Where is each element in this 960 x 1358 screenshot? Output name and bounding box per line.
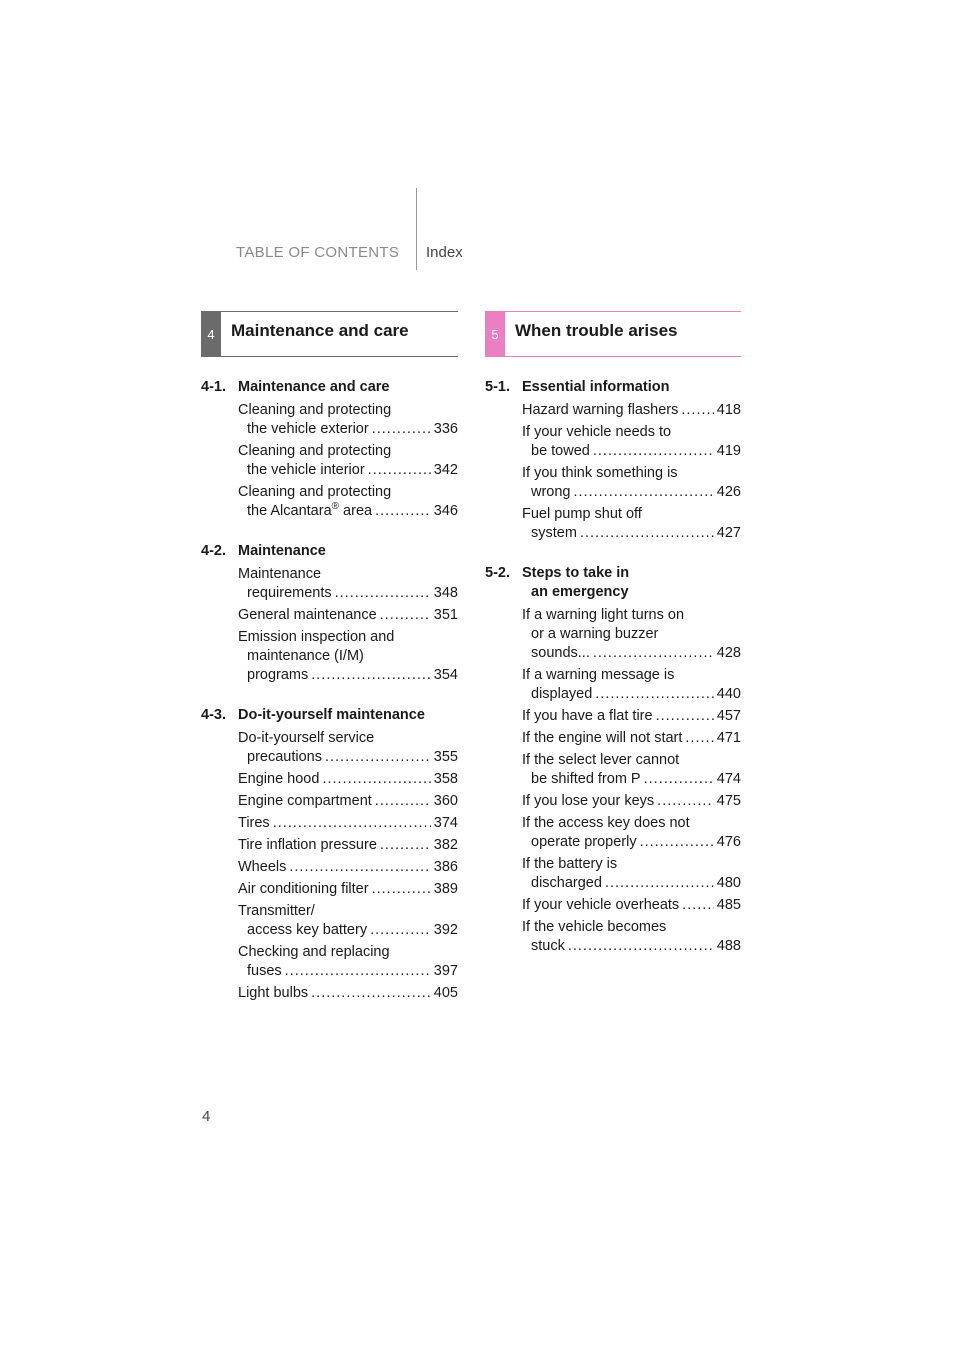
section-gap bbox=[201, 524, 458, 542]
chapter-number-tab: 4 bbox=[201, 311, 221, 357]
dot-leader bbox=[580, 524, 714, 543]
entry-title-line: If you lose your keys bbox=[522, 793, 655, 809]
entry-title-line: Light bulbs bbox=[238, 985, 309, 1001]
entry-title-line: Fuel pump shut off bbox=[522, 506, 642, 522]
entry-page-number: 354 bbox=[433, 667, 458, 683]
section-number: 4-3. bbox=[201, 707, 226, 723]
entry-page-number: 360 bbox=[433, 793, 458, 809]
nav-divider bbox=[416, 188, 417, 270]
entry-title-line: stuck bbox=[531, 938, 565, 954]
entry-title-line: Tire inflation pressure bbox=[238, 837, 377, 853]
section-title: Do-it-yourself maintenance bbox=[238, 707, 425, 723]
entry-title-line: Tires bbox=[238, 815, 270, 831]
entry-title-line: access key battery bbox=[247, 922, 368, 938]
section-title: Steps to take in bbox=[522, 565, 630, 581]
dot-leader bbox=[657, 792, 714, 811]
dot-leader bbox=[568, 937, 714, 956]
entry-title-line: operate properly bbox=[531, 834, 637, 850]
toc-entry[interactable] bbox=[238, 483, 458, 521]
dot-leader bbox=[311, 984, 431, 1003]
toc-entry[interactable] bbox=[522, 707, 741, 726]
section-number: 4-2. bbox=[201, 543, 226, 559]
entry-title-line: If the vehicle becomes bbox=[522, 919, 667, 935]
entry-title-line: If a warning light turns on bbox=[522, 607, 685, 623]
entry-page-number: 392 bbox=[433, 922, 458, 938]
entry-page-number: 476 bbox=[716, 834, 741, 850]
entry-title-line: If your vehicle overheats bbox=[522, 897, 680, 913]
toc-entry[interactable] bbox=[238, 902, 458, 940]
section-heading bbox=[201, 706, 458, 725]
section-title: Maintenance and care bbox=[238, 379, 390, 395]
entry-title-line: Cleaning and protecting bbox=[238, 484, 392, 500]
toc-entry[interactable] bbox=[522, 729, 741, 748]
entry-title-line: If your vehicle needs to bbox=[522, 424, 672, 440]
chapter-number-tab: 5 bbox=[485, 311, 505, 357]
dot-leader bbox=[380, 606, 431, 625]
dot-leader bbox=[311, 666, 431, 685]
entry-title-line: displayed bbox=[531, 686, 593, 702]
section-heading bbox=[201, 378, 458, 397]
entry-page-number: 342 bbox=[433, 462, 458, 478]
toc-entry[interactable] bbox=[238, 606, 458, 625]
dot-leader bbox=[593, 442, 714, 461]
toc-entry[interactable] bbox=[238, 770, 458, 789]
section-title: Essential information bbox=[522, 379, 670, 395]
dot-leader bbox=[368, 461, 431, 480]
dot-leader bbox=[273, 814, 431, 833]
entry-title-line: Do-it-yourself service bbox=[238, 730, 375, 746]
dot-leader bbox=[289, 858, 430, 877]
toc-entry[interactable] bbox=[238, 565, 458, 603]
toc-entry[interactable] bbox=[238, 401, 458, 439]
section-number: 5-1. bbox=[485, 379, 510, 395]
header-rule-bottom bbox=[221, 356, 458, 357]
toc-entry[interactable] bbox=[522, 464, 741, 502]
section-title: Maintenance bbox=[238, 543, 326, 559]
dot-leader bbox=[640, 833, 714, 852]
section-gap bbox=[485, 546, 741, 564]
toc-entry[interactable] bbox=[238, 836, 458, 855]
dot-leader bbox=[375, 792, 431, 811]
entry-title-line: wrong bbox=[531, 484, 571, 500]
entry-title-line: Wheels bbox=[238, 859, 287, 875]
section-heading bbox=[485, 378, 741, 397]
entry-title-line: If the select lever cannot bbox=[522, 752, 680, 768]
toc-entry[interactable] bbox=[522, 918, 741, 956]
dot-leader bbox=[335, 584, 431, 603]
entry-title-line: If the engine will not start bbox=[522, 730, 683, 746]
entry-page-number: 480 bbox=[716, 875, 741, 891]
dot-leader bbox=[595, 685, 714, 704]
entry-title-line: be towed bbox=[531, 443, 590, 459]
section-heading bbox=[201, 542, 458, 561]
entry-page-number: 346 bbox=[433, 503, 458, 519]
chapter-title: When trouble arises bbox=[515, 321, 678, 340]
entry-page-number: 485 bbox=[716, 897, 741, 913]
entry-title-line: If you have a flat tire bbox=[522, 708, 653, 724]
dot-leader bbox=[372, 420, 431, 439]
entry-title-line: If you think something is bbox=[522, 465, 678, 481]
entry-page-number: 474 bbox=[716, 771, 741, 787]
dot-leader bbox=[372, 880, 431, 899]
entry-page-number: 405 bbox=[433, 985, 458, 1001]
entry-title-line: Emission inspection and bbox=[238, 629, 395, 645]
dot-leader bbox=[285, 962, 431, 981]
dot-leader bbox=[380, 836, 431, 855]
entry-page-number: 336 bbox=[433, 421, 458, 437]
entry-page-number: 348 bbox=[433, 585, 458, 601]
entry-title-line: Engine hood bbox=[238, 771, 320, 787]
dot-leader bbox=[644, 770, 714, 789]
entry-title-line: requirements bbox=[247, 585, 332, 601]
entry-page-number: 389 bbox=[433, 881, 458, 897]
toc-entry[interactable] bbox=[238, 442, 458, 480]
header-rule-top bbox=[221, 311, 458, 312]
toc-entry[interactable] bbox=[238, 814, 458, 833]
header-rule-top bbox=[505, 311, 741, 312]
toc-entry[interactable] bbox=[238, 880, 458, 899]
section-gap bbox=[201, 688, 458, 706]
entry-title-line: Maintenance bbox=[238, 566, 322, 582]
chapter-header-maintenance bbox=[201, 311, 458, 357]
entry-title-line: If the battery is bbox=[522, 856, 618, 872]
toc-entry[interactable] bbox=[522, 855, 741, 893]
toc-entry[interactable] bbox=[522, 751, 741, 789]
entry-page-number: 457 bbox=[716, 708, 741, 724]
section-number: 5-2. bbox=[485, 565, 510, 581]
dot-leader bbox=[375, 502, 431, 521]
toc-entry[interactable] bbox=[522, 792, 741, 811]
entry-title-line: General maintenance bbox=[238, 607, 377, 623]
index-link[interactable]: Index bbox=[426, 244, 463, 261]
toc-entry[interactable] bbox=[522, 505, 741, 543]
entry-page-number: 427 bbox=[716, 525, 741, 541]
dot-leader bbox=[325, 748, 431, 767]
toc-entry[interactable] bbox=[522, 401, 741, 420]
table-of-contents-link[interactable]: TABLE OF CONTENTS bbox=[236, 244, 400, 261]
entry-title-line: fuses bbox=[247, 963, 282, 979]
dot-leader bbox=[685, 729, 713, 748]
dot-leader bbox=[593, 644, 714, 663]
entry-page-number: 418 bbox=[716, 402, 741, 418]
toc-entry[interactable] bbox=[522, 896, 741, 915]
toc-entry[interactable] bbox=[238, 628, 458, 685]
dot-leader bbox=[656, 707, 714, 726]
entry-page-number: 358 bbox=[433, 771, 458, 787]
entry-title-line: programs bbox=[247, 667, 309, 683]
entry-page-number: 382 bbox=[433, 837, 458, 853]
entry-page-number: 374 bbox=[433, 815, 458, 831]
section-number: 4-1. bbox=[201, 379, 226, 395]
entry-title-line: Checking and replacing bbox=[238, 944, 390, 960]
dot-leader bbox=[681, 401, 713, 420]
toc-column-trouble bbox=[485, 378, 741, 959]
dot-leader bbox=[322, 770, 430, 789]
entry-title-line: Engine compartment bbox=[238, 793, 372, 809]
entry-page-number: 488 bbox=[716, 938, 741, 954]
entry-title-line: or a warning buzzer bbox=[531, 626, 659, 642]
entry-title-line: Transmitter/ bbox=[238, 903, 315, 919]
page-number: 4 bbox=[202, 1108, 211, 1125]
header-rule-bottom bbox=[505, 356, 741, 357]
toc-entry[interactable] bbox=[522, 814, 741, 852]
entry-page-number: 426 bbox=[716, 484, 741, 500]
entry-page-number: 351 bbox=[433, 607, 458, 623]
entry-title-line: the Alcantara® area bbox=[247, 501, 373, 519]
entry-page-number: 471 bbox=[716, 730, 741, 746]
chapter-title: Maintenance and care bbox=[231, 321, 409, 340]
entry-title-line: the vehicle exterior bbox=[247, 421, 369, 437]
entry-title-line: maintenance (I/M) bbox=[247, 648, 364, 664]
entry-page-number: 355 bbox=[433, 749, 458, 765]
toc-column-maintenance bbox=[201, 378, 458, 1006]
entry-page-number: 475 bbox=[716, 793, 741, 809]
chapter-header-trouble bbox=[485, 311, 741, 357]
entry-title-line: the vehicle interior bbox=[247, 462, 365, 478]
entry-title-line: Cleaning and protecting bbox=[238, 402, 392, 418]
entry-page-number: 440 bbox=[716, 686, 741, 702]
entry-page-number: 419 bbox=[716, 443, 741, 459]
entry-title-line: If the access key does not bbox=[522, 815, 690, 831]
dot-leader bbox=[574, 483, 714, 502]
entry-title-line: be shifted from P bbox=[531, 771, 641, 787]
toc-entry[interactable] bbox=[238, 792, 458, 811]
dot-leader bbox=[682, 896, 714, 915]
entry-title-line: sounds... bbox=[531, 645, 590, 661]
entry-page-number: 386 bbox=[433, 859, 458, 875]
entry-title-line: precautions bbox=[247, 749, 322, 765]
toc-entry[interactable] bbox=[522, 423, 741, 461]
toc-entry[interactable] bbox=[522, 666, 741, 704]
toc-entry[interactable] bbox=[238, 984, 458, 1003]
entry-title-line: Cleaning and protecting bbox=[238, 443, 392, 459]
entry-title-line: system bbox=[531, 525, 577, 541]
dot-leader bbox=[370, 921, 431, 940]
section-heading bbox=[485, 564, 741, 602]
entry-title-line: discharged bbox=[531, 875, 602, 891]
section-title: an emergency bbox=[531, 584, 629, 600]
entry-title-line: Air conditioning filter bbox=[238, 881, 369, 897]
entry-page-number: 428 bbox=[716, 645, 741, 661]
toc-entry[interactable] bbox=[238, 858, 458, 877]
toc-entry[interactable] bbox=[522, 606, 741, 663]
entry-title-line: Hazard warning flashers bbox=[522, 402, 679, 418]
toc-entry[interactable] bbox=[238, 943, 458, 981]
dot-leader bbox=[605, 874, 714, 893]
entry-page-number: 397 bbox=[433, 963, 458, 979]
entry-title-line: If a warning message is bbox=[522, 667, 675, 683]
toc-entry[interactable] bbox=[238, 729, 458, 767]
